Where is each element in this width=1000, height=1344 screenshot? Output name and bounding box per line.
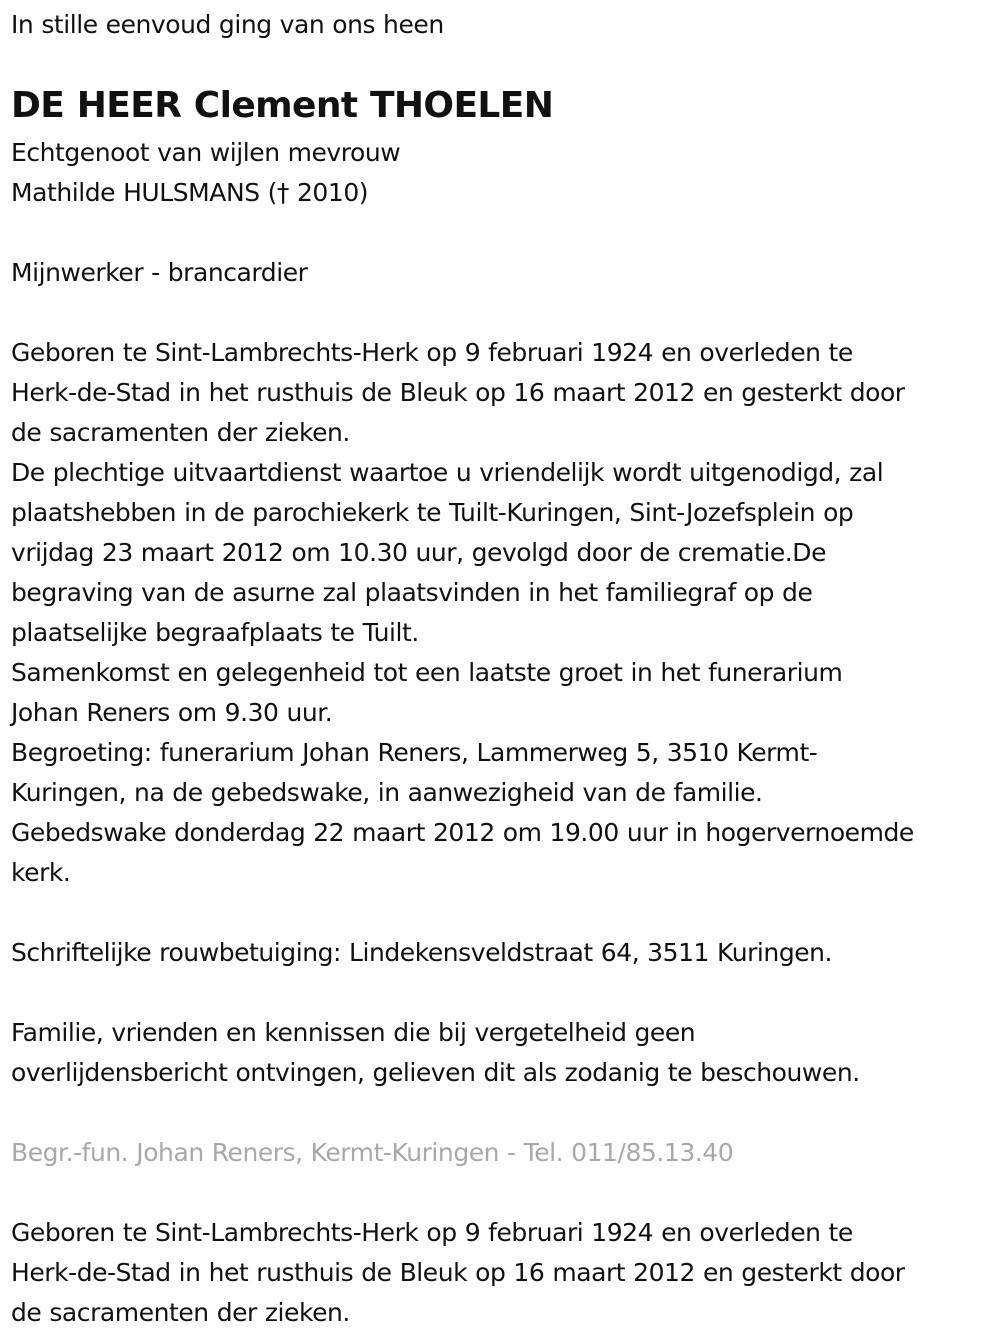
body-line: plaatshebben in de parochiekerk te Tuilt-Kuringen, Sint-Jozefsplein op xyxy=(11,498,854,527)
notice-line: overlijdensbericht ontvingen, gelieven dit als zodanig te beschouwen. xyxy=(11,1058,860,1087)
condolence-address: Schriftelijke rouwbetuiging: Lindekensveldstraat 64, 3511 Kuringen. xyxy=(11,938,833,967)
repeat-line: Geboren te Sint-Lambrechts-Herk op 9 februari 1924 en overleden te xyxy=(11,1218,853,1247)
body-line: kerk. xyxy=(11,858,71,887)
deceased-name: DE HEER Clement THOELEN xyxy=(11,85,554,126)
occupation: Mijnwerker - brancardier xyxy=(11,258,308,287)
body-line: Geboren te Sint-Lambrechts-Herk op 9 februari 1924 en overleden te xyxy=(11,338,853,367)
spouse-line-1: Echtgenoot van wijlen mevrouw xyxy=(11,138,401,167)
body-line: Begroeting: funerarium Johan Reners, Lammerweg 5, 3510 Kermt- xyxy=(11,738,818,767)
body-line: Kuringen, na de gebedswake, in aanwezigheid van de familie. xyxy=(11,778,763,807)
intro-text: In stille eenvoud ging van ons heen xyxy=(11,10,444,39)
body-line: Gebedswake donderdag 22 maart 2012 om 19.00 uur in hogervernoemde xyxy=(11,818,914,847)
repeat-line: de sacramenten der zieken. xyxy=(11,1298,350,1327)
body-line: vrijdag 23 maart 2012 om 10.30 uur, gevolgd door de crematie.De xyxy=(11,538,827,567)
body-line: De plechtige uitvaartdienst waartoe u vriendelijk wordt uitgenodigd, zal xyxy=(11,458,884,487)
funeral-home-credit: Begr.-fun. Johan Reners, Kermt-Kuringen - Tel. 011/85.13.40 xyxy=(11,1138,734,1167)
body-line: begraving van de asurne zal plaatsvinden in het familiegraf op de xyxy=(11,578,813,607)
body-line: Herk-de-Stad in het rusthuis de Bleuk op 16 maart 2012 en gesterkt door xyxy=(11,378,905,407)
body-line: de sacramenten der zieken. xyxy=(11,418,350,447)
repeat-line: Herk-de-Stad in het rusthuis de Bleuk op 16 maart 2012 en gesterkt door xyxy=(11,1258,905,1287)
notice-line: Familie, vrienden en kennissen die bij vergetelheid geen xyxy=(11,1018,696,1047)
body-line: plaatselijke begraafplaats te Tuilt. xyxy=(11,618,419,647)
body-line: Johan Reners om 9.30 uur. xyxy=(11,698,333,727)
spouse-line-2: Mathilde HULSMANS († 2010) xyxy=(11,178,369,207)
body-line: Samenkomst en gelegenheid tot een laatste groet in het funerarium xyxy=(11,658,843,687)
